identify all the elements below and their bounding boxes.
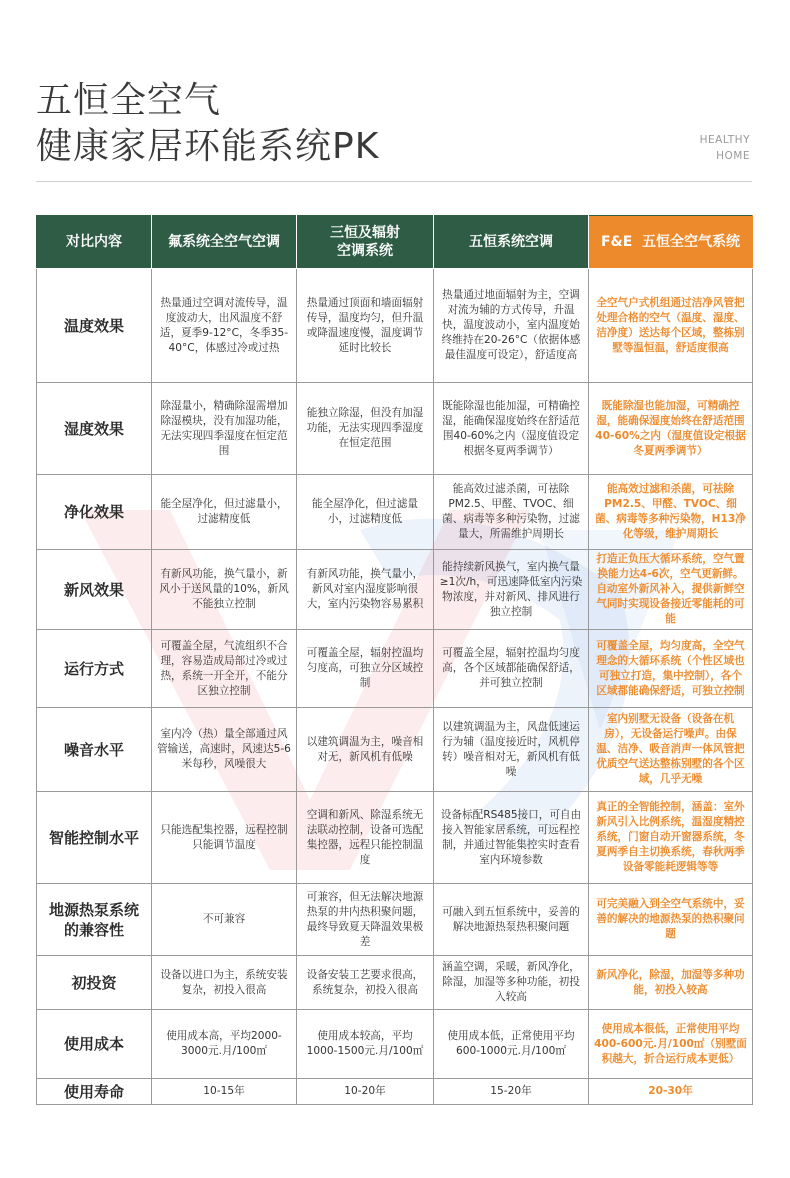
column-header: 对比内容 [37,216,152,269]
page-title-line-2: 健康家居环能系统PK [36,126,380,167]
row-label: 运行方式 [37,630,152,708]
table-cell-highlight: 真正的全智能控制，涵盖：室外新风引入比例系统，温湿度精控系统，门窗自动开窗器系统，冬夏两季自主切换系统，春秋两季设备零能耗逻辑等等 [589,792,753,884]
table-cell-highlight: 既能除湿也能加湿，可精确控湿，能确保湿度始终在舒适范围40-60%之内（湿度值设定根据冬夏两季调节） [589,383,753,475]
table-cell: 既能除湿也能加湿，可精确控湿，能确保湿度始终在舒适范围40-60%之内（湿度值设定根据冬夏两季调节） [434,383,589,475]
table-row [37,884,753,956]
page-title-line-1: 五恒全空气 [36,80,222,121]
row-label: 初投资 [37,956,152,1010]
table-cell: 能独立除湿，但没有加湿功能，无法实现四季湿度在恒定范围 [297,383,434,475]
row-label: 温度效果 [37,269,152,383]
table-row [37,630,753,708]
table-cell: 使用成本较高，平均1000-1500元.月/100㎡ [297,1010,434,1079]
table-cell: 设备标配RS485接口，可自由接入智能家居系统，可远程控制，并通过智能集控实时查看室内环境参数 [434,792,589,884]
row-label: 地源热泵系统的兼容性 [37,884,152,956]
table-cell-highlight: 全空气户式机组通过洁净风管把处理合格的空气（温度、湿度、洁净度）送达每个区域，整栋别墅等温恒温，舒适度很高 [589,269,753,383]
table-cell: 有新风功能，换气量小，新风对室内湿度影响很大，室内污染物容易累积 [297,550,434,630]
table-row [37,550,753,630]
table-cell: 设备安装工艺要求很高，系统复杂，初投入很高 [297,956,434,1010]
table-row [37,708,753,792]
table-cell: 不可兼容 [152,884,297,956]
table-cell: 能全屋净化，但过滤量小，过滤精度低 [297,475,434,550]
table-cell: 可融入到五恒系统中，妥善的解决地源热泵热积聚问题 [434,884,589,956]
table-row [37,383,753,475]
row-label: 噪音水平 [37,708,152,792]
table-cell: 有新风功能，换气量小，新风小于送风量的10%，新风不能独立控制 [152,550,297,630]
brand-tag-line-1: HEALTHY [699,134,750,146]
table-cell: 10-20年 [297,1079,434,1105]
table-cell-highlight: 打造正负压大循环系统，空气置换能力达4-6次，空气更新鲜。自动室外新风补入，提供新鲜空气同时实现设备接近零能耗的可能 [589,550,753,630]
brand-tag [700,132,750,164]
table-row [37,475,753,550]
table-cell: 以建筑调温为主，噪音相对无，新风机有低噪 [297,708,434,792]
table-cell: 设备以进口为主，系统安装复杂，初投入很高 [152,956,297,1010]
table-cell: 能高效过滤杀菌，可祛除PM2.5、甲醛、TVOC、细菌、病毒等多种污染物，过滤量大，所需维护周期长 [434,475,589,550]
table-cell: 10-15年 [152,1079,297,1105]
table-cell: 使用成本低，正常使用平均600-1000元.月/100㎡ [434,1010,589,1079]
header-divider [36,181,752,182]
table-cell: 空调和新风、除湿系统无法联动控制，设备可选配集控器，远程只能控制温度 [297,792,434,884]
table-cell: 涵盖空调，采暖，新风净化，除湿，加湿等多种功能，初投入较高 [434,956,589,1010]
table-cell: 热量通过顶面和墙面辐射传导，温度均匀，但升温或降温速度慢，温度调节延时比较长 [297,269,434,383]
table-row [37,956,753,1010]
table-header-row [37,216,753,269]
row-label: 湿度效果 [37,383,152,475]
table-cell: 使用成本高，平均2000-3000元.月/100㎡ [152,1010,297,1079]
table-cell: 除湿量小，精确除湿需增加除湿模块，没有加湿功能，无法实现四季湿度在恒定范围 [152,383,297,475]
row-label: 使用寿命 [37,1079,152,1105]
table-cell: 能持续新风换气，室内换气量≥1次/h，可迅速降低室内污染物浓度，并对新风、排风进行独立控制 [434,550,589,630]
page-header [36,78,754,182]
table-cell: 可兼容，但无法解决地源热泵的井内热积聚问题，最终导致夏天降温效果极差 [297,884,434,956]
table-cell: 热量通过地面辐射为主，空调对流为辅的方式传导，升温快，温度波动小，室内温度始终维持在20-26°C（依据体感最佳温度可设定），舒适度高 [434,269,589,383]
row-label: 净化效果 [37,475,152,550]
table-cell-highlight: 室内别墅无设备（设备在机房），无设备运行噪声。由保温、洁净、吸音消声一体风管把优质空气送达整栋别墅的各个区域，几乎无噪 [589,708,753,792]
table-row [37,269,753,383]
table-row [37,1079,753,1105]
table-cell: 热量通过空调对流传导，温度波动大，出风温度不舒适，夏季9-12°C，冬季35-40°C，体感过冷或过热 [152,269,297,383]
table-cell: 可覆盖全屋，辐射控温均匀度高，可独立分区域控制 [297,630,434,708]
table-cell: 可覆盖全屋，辐射控温均匀度高，各个区域都能确保舒适，并可独立控制 [434,630,589,708]
comparison-table [36,215,753,1105]
table-cell: 室内冷（热）量全部通过风管输送，高速时，风速达5-6米每秒，风噪很大 [152,708,297,792]
column-header-highlight: F&E 五恒全空气系统 [589,216,753,269]
table-cell-highlight: 能高效过滤和杀菌，可祛除PM2.5、甲醛、TVOC、细菌、病毒等多种污染物，H13净化等级，维护周期长 [589,475,753,550]
table-cell: 可覆盖全屋，气流组织不合理，容易造成局部过冷或过热，系统一开全开，不能分区独立控制 [152,630,297,708]
column-header: 五恒系统空调 [434,216,589,269]
table-row [37,1010,753,1079]
table-row [37,792,753,884]
table-cell-highlight: 新风净化，除湿，加湿等多种功能，初投入较高 [589,956,753,1010]
table-cell-highlight: 使用成本很低，正常使用平均400-600元.月/100㎡（别墅面积越大，折合运行成本更低） [589,1010,753,1079]
table-cell: 只能选配集控器，远程控制只能调节温度 [152,792,297,884]
row-label: 使用成本 [37,1010,152,1079]
column-header: 氟系统全空气空调 [152,216,297,269]
row-label: 智能控制水平 [37,792,152,884]
table-cell: 以建筑调温为主，风盘低速运行为辅（温度接近时，风机停转）噪音相对无，新风机有低噪 [434,708,589,792]
table-cell: 15-20年 [434,1079,589,1105]
row-label: 新风效果 [37,550,152,630]
table-cell: 能全屋净化，但过滤量小，过滤精度低 [152,475,297,550]
brand-tag-line-2: HOME [716,150,750,162]
table-cell-highlight: 可覆盖全屋，均匀度高，全空气理念的大循环系统（个性区域也可独立打造，集中控制），各个区域都能确保舒适，可独立控制 [589,630,753,708]
table-cell-highlight: 可完美融入到全空气系统中，妥善的解决的地源热泵的热积聚问题 [589,884,753,956]
column-header: 三恒及辐射 空调系统 [297,216,434,269]
table-cell-highlight: 20-30年 [589,1079,753,1105]
